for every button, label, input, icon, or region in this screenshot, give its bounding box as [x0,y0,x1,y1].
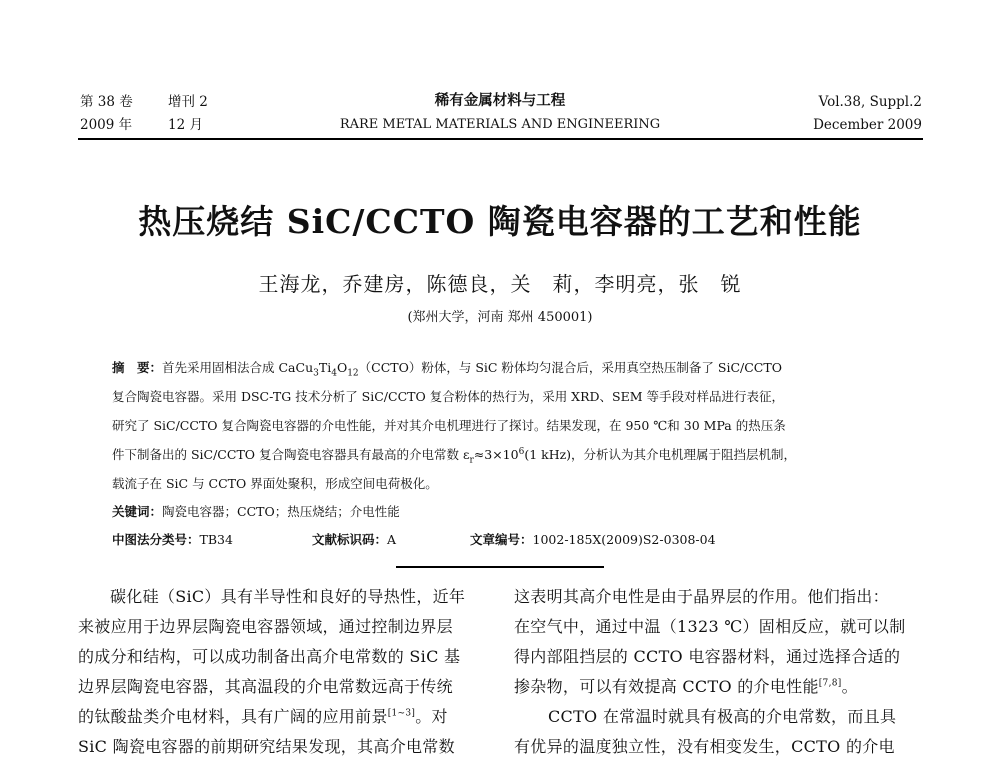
right-column-line: CCTO 在常温时就具有极高的介电常数，而且具 [548,707,897,726]
volume-cn: 第 38 卷 [80,94,133,110]
left-column-line: 边界层陶瓷电容器，其高温段的介电常数远高于传统 [78,677,453,696]
journal-title-cn: 稀有金属材料与工程 [434,92,566,109]
right-column-line: 得内部阻挡层的 CCTO 电容器材料，通过选择合适的 [514,647,901,666]
month-cn: 12 月 [168,117,203,133]
abstract-rule [396,566,604,568]
left-column-line: 的成分和结构，可以成功制备出高介电常数的 SiC 基 [78,647,461,666]
left-column-line: SiC 陶瓷电容器的前期研究结果发现，其高介电常数 [78,737,455,756]
paper-title: 热压烧结 SiC/CCTO 陶瓷电容器的工艺和性能 [138,202,862,241]
right-column-line: 掺杂物，可以有效提高 CCTO 的介电性能[7,8]。 [514,677,858,696]
right-column-line: 这表明其高介电性是由于晶界层的作用。他们指出： [514,587,889,606]
year-cn: 2009 年 [80,117,133,133]
affiliation: (郑州大学，河南 郑州 450001) [407,310,593,325]
supplement-cn: 增刊 2 [168,94,208,110]
volume-en: Vol.38, Suppl.2 [818,94,922,110]
abstract-line: 载流子在 SiC 与 CCTO 界面处聚积，形成空间电荷极化。 [112,476,438,491]
keywords-text: 陶瓷电容器；CCTO；热压烧结；介电性能 [162,504,400,519]
left-column-line: 的钛酸盐类介电材料，具有广阔的应用前景[1~3]。对 [78,707,448,726]
header-rule [78,138,923,140]
clc-code: 中图法分类号：TB34 [112,532,233,547]
citation: [7,8] [818,678,842,689]
abstract-line: 件下制备出的 SiC/CCTO 复合陶瓷电容器具有最高的介电常数 $\varepsilon_r\approx 3\times 10^6(1$ kHz)，分析认为其介电机理属于阻挡层机制， [112,446,797,466]
keywords-label: 关键词： [112,504,163,519]
date-en: December 2009 [813,117,922,133]
document-code: 文献标识码：A [312,532,397,547]
abstract-line: 摘 要：首先采用固相法合成 $CaCu_3Ti_4O_{12}(CCTO)$粉体，与 SiC 粉体均匀混合后，采用真空热压制备了 SiC/CCTO [112,360,782,379]
abstract-line: 研究了 SiC/CCTO 复合陶瓷电容器的介电性能，并对其介电机理进行了探讨。结果发现，在 950 ℃和 30 MPa 的热压条 [112,418,786,433]
abstract-line: 复合陶瓷电容器。采用 DSC-TG 技术分析了 SiC/CCTO 复合粉体的热行为，采用 XRD、SEM 等手段对样品进行表征， [112,389,784,404]
journal-title-en: RARE METAL MATERIALS AND ENGINEERING [339,117,661,132]
citation: [1~3] [387,708,416,719]
left-column-line: 来被应用于边界层陶瓷电容器领域，通过控制边界层 [78,617,453,636]
article-number: 文章编号：1002-185X(2009)S2-0308-04 [470,532,716,547]
authors: 王海龙，乔建房，陈德良，关 莉，李明亮，张 锐 [258,272,742,296]
left-column-line: 碳化硅（SiC）具有半导性和良好的导热性，近年 [110,587,466,606]
abstract-label: 摘 要： [112,360,163,375]
right-column-line: 在空气中，通过中温（1323 ℃）固相反应，就可以制 [514,617,906,636]
right-column-line: 有优异的温度独立性，没有相变发生，CCTO 的介电 [514,737,895,756]
keywords [112,502,400,520]
